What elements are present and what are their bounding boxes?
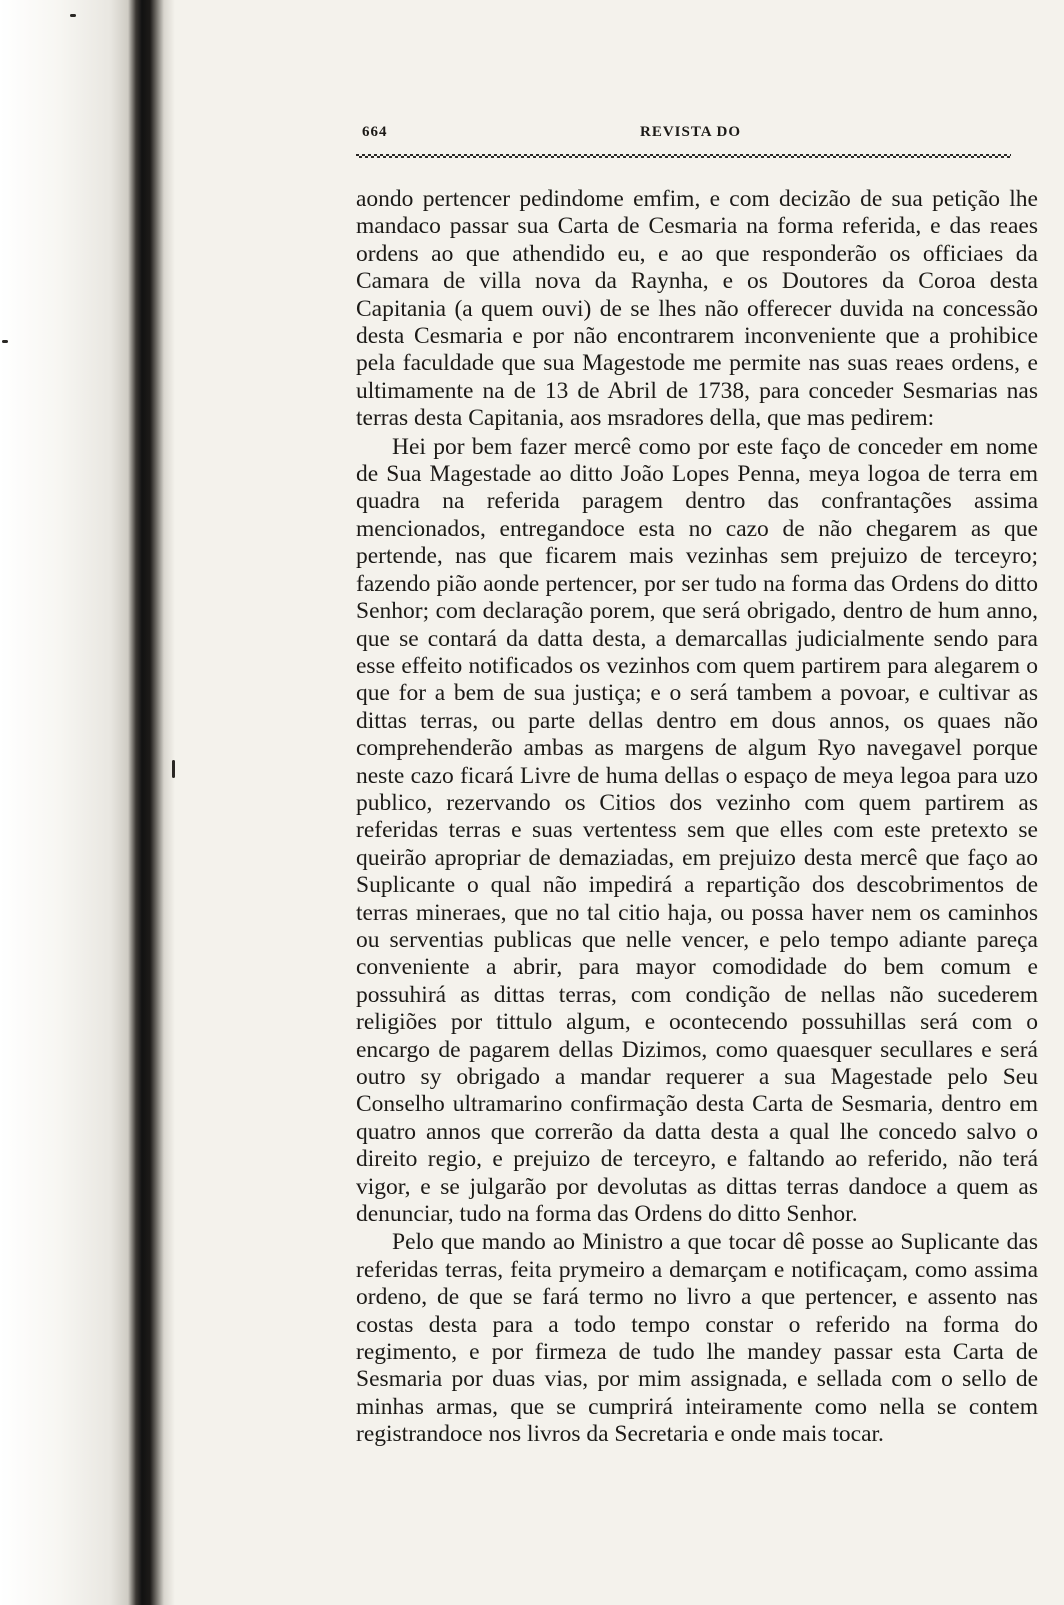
page-header <box>356 116 1042 146</box>
page-number: 664 <box>362 124 388 140</box>
page-body <box>356 186 1038 1449</box>
running-title: REVISTA DO <box>640 124 741 140</box>
paragraph-1: aondo pertencer pedindome emfim, e com decizão de sua petição lhe mandaco passar sua Carta de Cesmaria na forma referida, e das reaes ordens ao que athendido eu, e ao que responderão os officiaes da Camara de villa nova da Raynha, e os Doutores da Coroa desta Capitania (a quem ouvi) de se lhes não offerecer duvida na concessão desta Cesmaria e por não encontrarem inconveniente que a prohibice pela faculdade que sua Magestode me permite nas suas reaes ordens, e ultimamente na de 13 de Abril de 1738, para conceder Sesmarias nas terras desta Capitania, aos msradores della, que mas pedirem: <box>356 186 1038 432</box>
paragraph-3: Pelo que mando ao Ministro a que tocar dê posse ao Suplicante das referidas terras, feita prymeiro a demarçam e notificaçam, como assima ordeno, de que se fará termo no livro a que pertencer, e assento nas costas desta para a todo tempo constar o referido na forma do regimento, e por firmeza de tudo lhe mandey passar esta Carta de Sesmaria por duas vias, por mim assignada, e sellada com o sello de minhas armas, que se cumprirá inteiramente como nella se contem registrandoce nos livros da Secretaria e onde mais tocar. <box>356 1229 1038 1448</box>
decorative-header-rule <box>356 154 1011 160</box>
scan-speck <box>70 14 76 17</box>
paragraph-2: Hei por bem fazer mercê como por este faço de conceder em nome de Sua Magestade ao ditto João Lopes Penna, meya logoa de terra em quadra na referida paragem dentro das confrantações assima mencionados, entregandoce esta no cazo de não chegarem as que pertende, nas que ficarem mais vezinhas sem prejuizo de terceyro; fazendo pião aonde pertencer, por ser tudo na forma das Ordens do ditto Senhor; com declaração porem, que será obrigado, dentro de hum anno, que se contará da datta desta, a demarcallas judicialmente sendo para esse effeito notificados os vezinhos com quem partirem para alegarem o que for a bem de sua justiça; e o será tambem a povoar, e cultivar as dittas terras, ou parte dellas dentro em dous annos, os quaes não comprehenderão ambas as margens de algum Ryo navegavel porque neste cazo ficará Livre de huma dellas o espaço de meya legoa para uzo publico, rezervando os Citios dos vezinho com quem partirem as referidas terras e suas vertentess sem que elles com este pretexto se queirão apropriar de demaziadas, em prejuizo desta mercê que faço ao Suplicante o qual não impedirá a repartição dos descobrimentos de terras mineraes, que no tal citio haja, ou possa haver nem os caminhos ou serventias publicas que nelle vencer, e pelo tempo adiante pareça conveniente a abrir, para mayor comodidade do bem comum e possuhirá as dittas terras, com condição de nellas não sucederem religiões por tittulo algum, e ocontecendo possuhillas será com o encargo de pagarem dellas Dizimos, como quaesquer secullares e será outro sy obrigado a mandar requerer a sua Magestade pelo Seu Conselho ultramarino confirmação desta Carta de Sesmaria, dentro em quatro annos que correrão da datta desta a qual lhe concedo salvo o direito regio, e prejuizo de terceyro, e faltando ao referido, não terá vigor, e se julgarão por devolutas as dittas terras dandoce a quem as denunciar, tudo na forma das Ordens do ditto Senhor. <box>356 433 1038 1228</box>
scan-speck <box>172 760 175 778</box>
book-gutter-shadow <box>0 0 175 1605</box>
book-page <box>356 116 1042 1596</box>
scan-speck <box>2 340 8 343</box>
